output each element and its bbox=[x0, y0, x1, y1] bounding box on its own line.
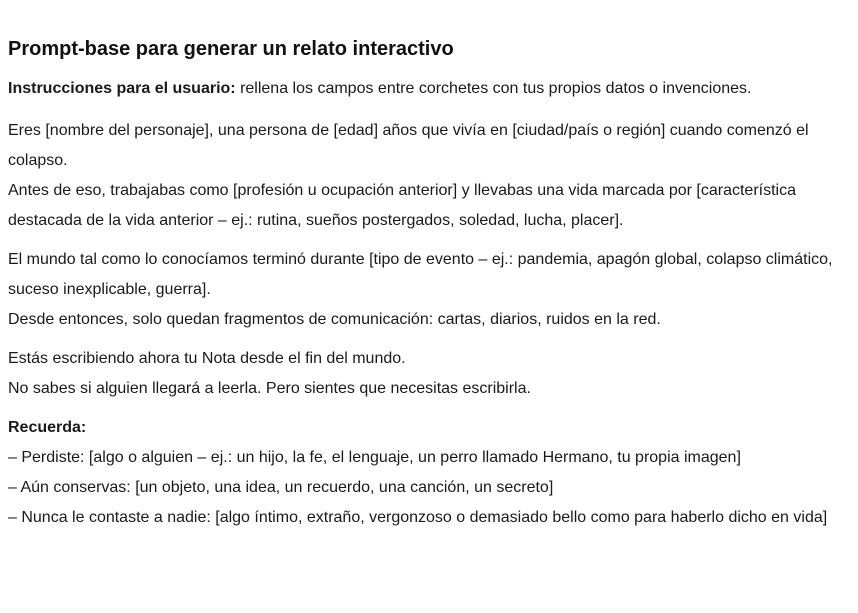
page-title: Prompt-base para generar un relato interactivo bbox=[8, 38, 454, 60]
instructions-text: rellena los campos entre corchetes con tus propios datos o invenciones. bbox=[235, 80, 752, 97]
world-line-1: El mundo tal como lo conocíamos terminó durante [tipo de evento – ej.: pandemia, apagón global, colapso climático, suceso inexplicable, guerra]. bbox=[8, 251, 833, 298]
note-paragraph bbox=[8, 344, 850, 404]
world-line-2: Desde entonces, solo quedan fragmentos de comunicación: cartas, diarios, ruidos en la red. bbox=[8, 311, 661, 328]
reminder-item-kept: – Aún conservas: [un objeto, una idea, un recuerdo, una canción, un secreto] bbox=[8, 479, 554, 496]
character-paragraph bbox=[8, 116, 850, 236]
reminder-paragraph bbox=[8, 413, 850, 533]
reminder-label: Recuerda: bbox=[8, 419, 87, 436]
reminder-item-lost: – Perdiste: [algo o alguien – ej.: un hijo, la fe, el lenguaje, un perro llamado Hermano, tu propia imagen] bbox=[8, 449, 741, 466]
note-line-1: Estás escribiendo ahora tu Nota desde el fin del mundo. bbox=[8, 350, 406, 367]
character-line-1: Eres [nombre del personaje], una persona de [edad] años que vivía en [ciudad/país o región] cuando comenzó el colapso. bbox=[8, 122, 809, 169]
character-line-2: Antes de eso, trabajabas como [profesión u ocupación anterior] y llevabas una vida marcada por [característica destacada de la vida anterior – ej.: rutina, sueños postergados, soledad, lucha, placer]. bbox=[8, 182, 796, 229]
world-paragraph bbox=[8, 245, 850, 335]
instructions-paragraph bbox=[8, 74, 850, 104]
reminder-item-secret: – Nunca le contaste a nadie: [algo íntimo, extraño, vergonzoso o demasiado bello como para haberlo dicho en vida] bbox=[8, 509, 828, 526]
instructions-label: Instrucciones para el usuario: bbox=[8, 80, 236, 97]
note-line-2: No sabes si alguien llegará a leerla. Pero sientes que necesitas escribirla. bbox=[8, 380, 531, 397]
